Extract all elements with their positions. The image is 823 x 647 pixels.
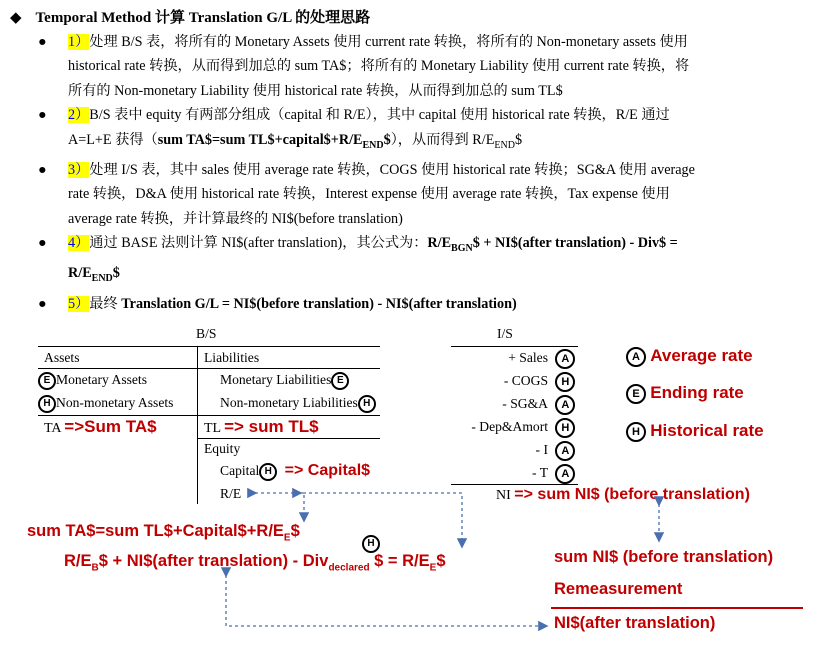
- step-1: ● 1）处理 B/S 表，将所有的 Monetary Assets 使用 current rate 转换，将所有的 Non-monetary assets 使用 historical rate 转换，从而得到加总的 sum TA$；将所有的 Monetary Liability 使用 current rate 转换，将 所有的 Non-monetary Liability 使用 historical rate 转换，从而得到加总的 sum TL$: [38, 30, 808, 103]
- historical-rate-icon: H: [555, 372, 575, 392]
- historical-rate-icon: H: [38, 395, 56, 413]
- step-5: ● 5）最终 Translation G/L = NI$(before translation) - NI$(after translation): [38, 292, 808, 316]
- bullet-dot-icon: ●: [38, 295, 47, 312]
- arrow-re-to-base: [255, 493, 462, 546]
- average-rate-icon: A: [555, 464, 575, 484]
- nonmonetary-liabilities-row: Non-monetary Liabilities H: [220, 395, 376, 413]
- is-title: I/S: [497, 326, 513, 341]
- step-2: ● 2）B/S 表中 equity 有两部分组成（capital 和 R/E），其中 capital 使用 historical rate 转换，R/E 通过 A=L+E 获得（sum TA$=sum $TL\$+capital\$+R/E_{END}\$$），从而得到 $R/E_{END}\$$: [38, 103, 808, 158]
- liabilities-header: Liabilities: [204, 350, 260, 365]
- remeasure-result: NI$(after translation): [554, 614, 716, 632]
- step-number: 1）: [68, 34, 90, 50]
- step-number: 4）: [68, 235, 90, 252]
- legend-average: A Average rate: [626, 346, 753, 367]
- step-4: ● 4）通过 BASE 法则计算 NI$(after translation)，其公式为：$R/E_{BGN}\$$ + NI$(after translation) - Div$ = $R/E_{END}\$$: [38, 231, 808, 291]
- bs-title: B/S: [196, 326, 217, 341]
- step-number: 3）: [68, 161, 90, 178]
- re-row: R/E: [220, 486, 242, 501]
- ni-row: NI => sum NI$ (before translation): [496, 486, 750, 503]
- remeasure-top: sum NI$ (before translation): [554, 548, 774, 566]
- is-row-tax: - T A: [470, 464, 580, 484]
- bullet-dot-icon: ●: [38, 235, 47, 252]
- historical-rate-icon: H: [555, 418, 575, 438]
- legend-historical: H Historical rate: [626, 421, 764, 442]
- is-row-interest: - I A: [470, 441, 580, 461]
- ending-rate-icon: E: [626, 384, 646, 404]
- equation-balance: sum TA$=sum $TL\$+Capital\$+R/E_E\$$: [27, 522, 300, 544]
- tl-row: TL => sum TL$: [204, 417, 319, 436]
- is-row-cogs: - COGS H: [470, 372, 580, 392]
- arrow-base-to-result: [226, 575, 546, 626]
- monetary-liabilities-row: Monetary Liabilities E: [220, 372, 349, 390]
- historical-rate-icon: H: [362, 535, 380, 553]
- average-rate-icon: A: [555, 349, 575, 369]
- step-number: 2）: [68, 107, 90, 124]
- ending-rate-icon: E: [331, 372, 349, 390]
- average-rate-icon: A: [555, 395, 575, 415]
- historical-rate-icon: H: [626, 422, 646, 442]
- equation-base: $R/E_B\$$ + NI$(after translation) - Div$_{declared}$ $ = $R/E_E\$$: [64, 552, 446, 574]
- remeasure-label: Remeasurement: [554, 580, 683, 598]
- step-3: ● 3）处理 I/S 表，其中 sales 使用 average rate 转换，COGS 使用 historical rate 转换；SG&A 使用 average rate 转换，D&A 使用 historical rate 转换，Interest expense 使用 average rate 转换，Tax expense 使用 average rate 转换，并计算最终的 NI$(before translation): [38, 158, 808, 231]
- is-row-sales: + Sales A: [470, 349, 580, 369]
- diamond-bullet-icon: ◆: [10, 10, 22, 26]
- historical-rate-icon: H: [358, 395, 376, 413]
- bullet-dot-icon: ●: [38, 107, 47, 124]
- assets-header: Assets: [44, 350, 80, 365]
- bullet-dot-icon: ●: [38, 161, 47, 178]
- page-title: ◆ Temporal Method 计算 Translation G/L 的处理思路: [10, 10, 371, 26]
- is-row-da: - Dep&Amort H: [462, 418, 580, 438]
- average-rate-icon: A: [555, 441, 575, 461]
- ta-row: TA =>Sum TA$: [44, 417, 157, 436]
- nonmonetary-assets-row: H Non-monetary Assets: [38, 395, 173, 413]
- ending-rate-icon: E: [38, 372, 56, 390]
- capital-row: Capital H => Capital$: [220, 462, 371, 479]
- is-row-sga: - SG&A A: [470, 395, 580, 415]
- legend-ending: E Ending rate: [626, 383, 744, 404]
- average-rate-icon: A: [626, 347, 646, 367]
- monetary-assets-row: E Monetary Assets: [38, 372, 147, 390]
- equity-label: Equity: [204, 441, 241, 456]
- step-number: 5）: [68, 295, 90, 312]
- historical-rate-icon: H: [259, 463, 277, 481]
- arrow-re-to-equation: [300, 493, 304, 520]
- bullet-dot-icon: ●: [38, 34, 47, 50]
